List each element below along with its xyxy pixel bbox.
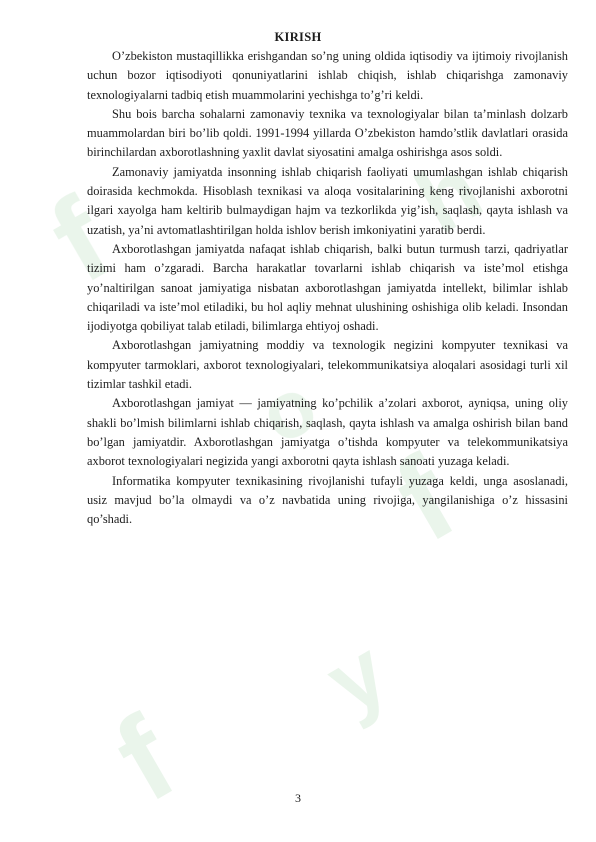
page-number: 3 <box>295 791 301 805</box>
svg-text:o: o <box>244 359 332 461</box>
svg-text:f: f <box>374 431 476 568</box>
paragraph: Informatika kompyuter texnikasining rivojlanishi tufayli yuzaga keldi, unga asoslanadi, usiz mavjud bo’la olmaydi va o’z navbatida uning rivojiga, yangilanishiga o’z hissasini qo’shadi. <box>87 473 568 527</box>
svg-text:y: y <box>310 621 404 734</box>
paragraph: Zamonaviy jamiyatda insonning ishlab chiqarish faoliyati umumlashgan ishlab chiqarish doirasida kechmokda. Hisoblash texnikasi va aloqa vositalarining keng rivojlanishi axborotni ilgari xayolga ham keltirib bulmaydigan hajm va tezkorlikda yig’ish, saqlash, qayta ishlash va uzatish, ya’ni avtomatlashtirilgan holda ishlov berish imkoniyatini yaratib berdi. <box>87 164 568 237</box>
svg-text:f: f <box>94 691 196 828</box>
paragraph: Axborotlashgan jamiyatda nafaqat ishlab chiqarish, balki butun turmush tarzi, qadriyatlar tizimi ham o’zgaradi. Barcha harakatlar tovarlarni ishlab chiqarish va iste’mol etishga yo’naltirilgan sanoat jamiyatiga nisbatan axborotlashgan jamiyatda intellekt, bilimlar ishlab chiqariladi va iste’mol etiladiki, bu hol aqliy mehnat ulushining oshishiga olib keladi. Insondan ijodiyotga qobiliyat talab etiladi, bilimlarga ehtiyoj oshadi. <box>87 241 568 334</box>
paragraph: Shu bois barcha sohalarni zamonaviy texnika va texnologiyalar bilan ta’minlash dolzarb muammolardan biri bo’lib qoldi. 1991-1994 yillarda O’zbekiston hamdo’stlik davlatlari orasida birinchilardan axborotlashning yaxlit davlat siyosatini amalga oshirishga asos soldi. <box>87 106 568 160</box>
paragraph: Axborotlashgan jamiyatning moddiy va texnologik negizini kompyuter texnikasi va kompyuter tarmoklari, axborot texnologiyalari, telekommunikatsiya aloqalari asosidagi turli xil tizimlar tashkil etadi. <box>87 338 568 392</box>
paragraph: O’zbekiston mustaqillikka erishgandan so’ng uning oldida iqtisodiy va ijtimoiy rivojlanish uchun bozor iqtisodiyoti qonuniyatlarini ishlab chiqish, ishlab chiqarishga zamonaviy texnologiyalarni tadbiq etish muammolarini yechishga to’g’ri keldi. <box>87 49 568 102</box>
document-body <box>87 47 568 529</box>
svg-text:h: h <box>400 139 498 254</box>
document-title: KIRISH <box>274 30 322 44</box>
paragraph: Axborotlashgan jamiyat — jamiyatning ko’pchilik a’zolari axborot, ayniqsa, uning oliy shakli bo’lmish bilimlarni ishlab chiqarish, saqlash, qayta ishlash va amalga oshirish bilan band bo’lgan jamiyatdir. Axborotlashgan jamiyatga o’tishda kompyuter va telekommunikatsiya axborot texnologiyalari negizida yangi axborotni qayta ishlash sanoati yuzaga keladi. <box>87 396 568 469</box>
svg-text:f: f <box>29 172 131 309</box>
